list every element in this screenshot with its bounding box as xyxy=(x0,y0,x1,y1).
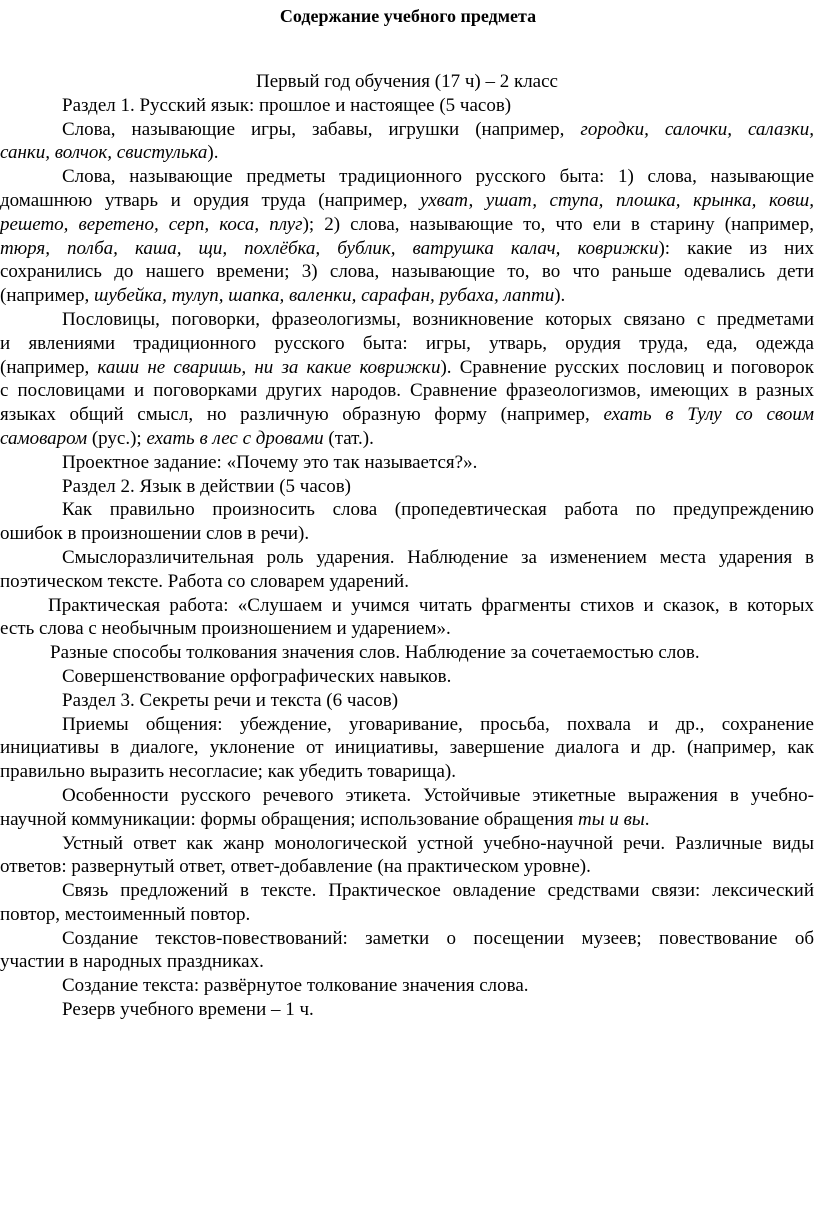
italic-run: самоваром xyxy=(0,427,88,449)
paragraph-line: участии в народных праздниках. xyxy=(0,951,264,973)
italic-run: ты xyxy=(578,808,605,830)
project-task: Проектное задание: «Почему это так называется?». xyxy=(62,451,478,473)
paragraph-line: Слова, называющие предметы традиционного русского быта: 1) слова, называющие xyxy=(62,166,814,188)
text-run: (рус.); xyxy=(87,427,147,449)
text-run: ): какие из них xyxy=(658,237,814,259)
paragraph-line: Разные способы толкования значения слов. Наблюдение за сочетаемостью слов. xyxy=(50,642,700,664)
paragraph-line: Приемы общения: убеждение, уговаривание, просьба, похвала и др., сохранение xyxy=(62,713,814,735)
italic-run: ехать в лес с дровами xyxy=(146,427,324,449)
paragraph-line: поэтическом тексте. Работа со словарем ударений. xyxy=(0,570,409,592)
paragraph-line: с пословицами и поговорками других народов. Сравнение фразеологизмов, имеющих в разных xyxy=(0,380,814,402)
paragraph-line xyxy=(0,284,814,308)
paragraph-line xyxy=(0,118,814,142)
section-3-heading: Раздел 3. Секреты речи и текста (6 часов) xyxy=(62,689,399,711)
italic-run: санки, волчок, свистулька xyxy=(0,142,208,164)
document-body xyxy=(0,70,816,1022)
italic-run: шубейка, тулуп, шапка, валенки, сарафан, рубаха, лапти xyxy=(93,285,555,307)
italic-run: ехать в Тулу со своим xyxy=(603,404,814,426)
paragraph-line: сохранились до нашего времени; 3) слова, называющие то, во что раньше одевались дети xyxy=(0,261,814,283)
paragraph-line: Устный ответ как жанр монологической устной учебно-научной речи. Различные виды xyxy=(62,832,814,854)
italic-run: решето, веретено, серп, коса, плуг xyxy=(0,213,303,235)
paragraph-line xyxy=(0,237,814,261)
paragraph-line xyxy=(0,356,814,380)
paragraph-line: Совершенствование орфографических навыков. xyxy=(62,665,452,687)
paragraph-line: ошибок в произношении слов в речи). xyxy=(0,523,310,545)
text-run: языках общий смысл, но различную образную форму (например, xyxy=(0,404,604,426)
text-run: (например, xyxy=(0,356,98,378)
section-2-heading: Раздел 2. Язык в действии (5 часов) xyxy=(62,475,351,497)
reserve-time: Резерв учебного времени – 1 ч. xyxy=(62,999,314,1021)
paragraph-line xyxy=(0,808,814,832)
text-run: Слова, называющие игры, забавы, игрушки (например, xyxy=(62,118,581,140)
paragraph-line: Пословицы, поговорки, фразеологизмы, возникновение которых связано с предметами xyxy=(62,308,814,330)
paragraph-line: Связь предложений в тексте. Практическое овладение средствами связи: лексический xyxy=(62,880,814,902)
text-run: домашнюю утварь и орудия труда (например, xyxy=(0,189,421,211)
text-run: ); 2) слова, называющие то, что ели в старину (например, xyxy=(302,213,814,235)
paragraph-line: и явлениями традиционного русского быта: игры, утварь, орудия труда, еда, одежда xyxy=(0,332,814,354)
section-1-heading: Раздел 1. Русский язык: прошлое и настоящее (5 часов) xyxy=(62,94,512,116)
paragraph-line: ответов: развернутый ответ, ответ-добавление (на практическом уровне). xyxy=(0,856,591,878)
text-run: ). Сравнение русских пословиц и поговорок xyxy=(440,356,814,378)
italic-run: ухват, ушат, ступа, плошка, крынка, ковш, xyxy=(420,189,814,211)
italic-run: городки, салочки, салазки, xyxy=(580,118,814,140)
paragraph-line xyxy=(0,189,814,213)
paragraph-line: Практическая работа: «Слушаем и учимся читать фрагменты стихов и сказок, в которых xyxy=(48,594,814,616)
text-run: ). xyxy=(554,285,566,307)
subtitle: Первый год обучения (17 ч) – 2 класс xyxy=(256,71,558,92)
paragraph-line: Особенности русского речевого этикета. Устойчивые этикетные выражения в учебно- xyxy=(62,784,814,806)
paragraph-line: Создание текстов-повествований: заметки о посещении музеев; повествование об xyxy=(62,927,814,949)
italic-run: каши не сваришь, ни за какие коврижки xyxy=(97,356,441,378)
italic-run: вы xyxy=(623,808,645,830)
text-run: (например, xyxy=(0,285,94,307)
text-run: (тат.). xyxy=(323,427,374,449)
paragraph-line xyxy=(0,141,814,165)
paragraph-line: Создание текста: развёрнутое толкование значения слова. xyxy=(62,975,529,997)
paragraph-line: повтор, местоименный повтор. xyxy=(0,903,251,925)
paragraph-line: Как правильно произносить слова (пропедевтическая работа по предупреждению xyxy=(62,499,814,521)
italic-run: тюря, полба, каша, щи, похлёбка, бублик, ватрушка калач, коврижки xyxy=(0,237,659,259)
page-title: Содержание учебного предмета xyxy=(279,6,537,26)
paragraph-line xyxy=(0,427,814,451)
paragraph-line xyxy=(0,403,814,427)
paragraph-line: есть слова с необычным произношением и ударением». xyxy=(0,618,451,640)
italic-run: и xyxy=(604,808,624,830)
text-run: . xyxy=(644,808,650,830)
paragraph-line: инициативы в диалоге, уклонение от инициативы, завершение диалога и др. (например, как xyxy=(0,737,814,759)
paragraph-line xyxy=(0,213,814,237)
paragraph-line: правильно выразить несогласие; как убедить товарища). xyxy=(0,761,456,783)
paragraph-line: Смыслоразличительная роль ударения. Наблюдение за изменением места ударения в xyxy=(62,546,814,568)
text-run: ). xyxy=(207,142,219,164)
text-run: научной коммуникации: формы обращения; использование обращения xyxy=(0,808,579,830)
